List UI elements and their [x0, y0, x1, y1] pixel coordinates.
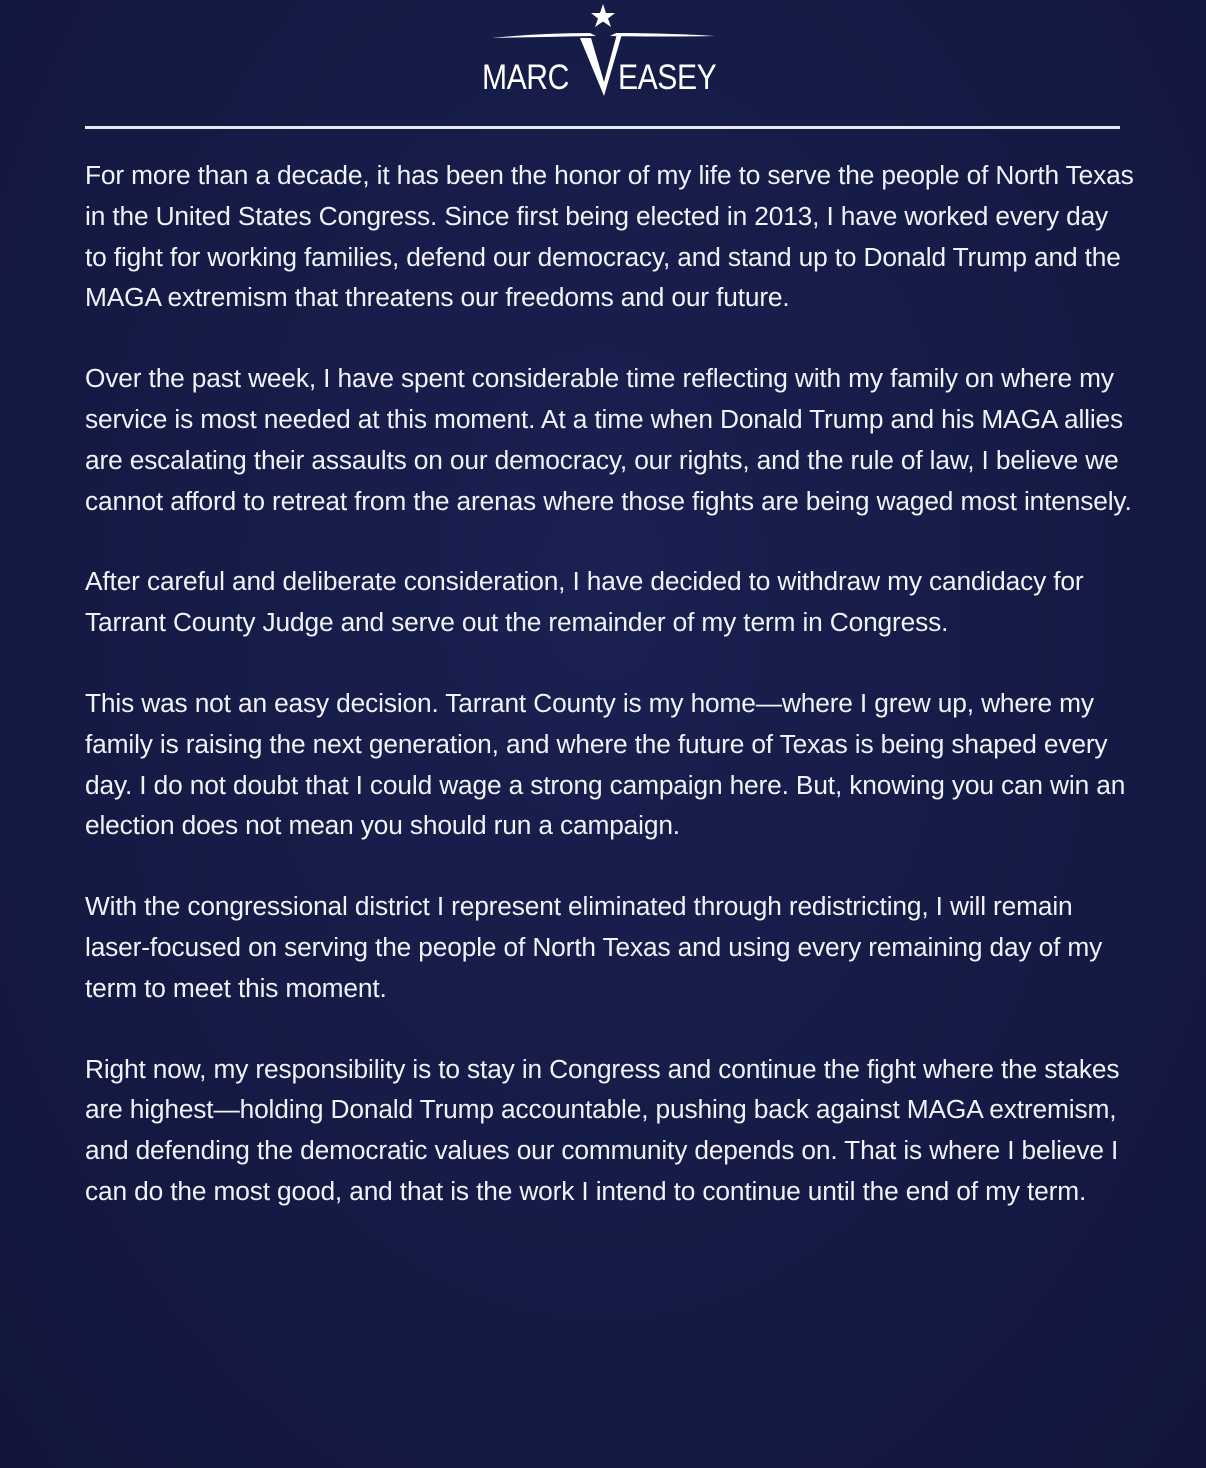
paragraph-2: Over the past week, I have spent considerable time reflecting with my family on where my service is most needed at this moment. At a time when Donald Trump and his MAGA allies are escalating their assaults on our democracy, our rights, and the rule of law, I believe we cannot afford to retreat from the arenas where those fights are being waged most intensely. [85, 363, 1132, 516]
paragraph-3: After careful and deliberate consideration, I have decided to withdraw my candidacy for Tarrant County Judge and serve out the remainder of my term in Congress. [85, 566, 1084, 638]
logo-text-easey: EASEY [618, 58, 717, 97]
paragraph-1: For more than a decade, it has been the honor of my life to serve the people of North Texas in the United States Congress. Since first being elected in 2013, I have worked every day to fight for working families, defend our democracy, and stand up to Donald Trump and the MAGA extremism that threatens our freedoms and our future. [85, 160, 1134, 313]
paragraph-4: This was not an easy decision. Tarrant County is my home—where I grew up, where my family is raising the next generation, and where the future of Texas is being shaped every day. I do not doubt that I could wage a strong campaign here. But, knowing you can win an election does not mean you should run a campaign. [85, 687, 1126, 841]
statement-body [85, 155, 1135, 1252]
paragraph-5: With the congressional district I represent eliminated through redistricting, I will remain laser-focused on serving the people of North Texas and using every remaining day of my term to meet this moment. [85, 891, 1103, 1003]
paragraph-6: Right now, my responsibility is to stay in Congress and continue the fight where the stakes are highest—holding Donald Trump accountable, pushing back against MAGA extremism, and defending the democratic values our community depends on. That is where I believe I can do the most good, and that is the work I intend to continue until the end of my term. [85, 1053, 1120, 1206]
logo-text-marc: MARC [482, 58, 569, 97]
logo [0, 0, 1206, 120]
header-divider [85, 126, 1120, 129]
